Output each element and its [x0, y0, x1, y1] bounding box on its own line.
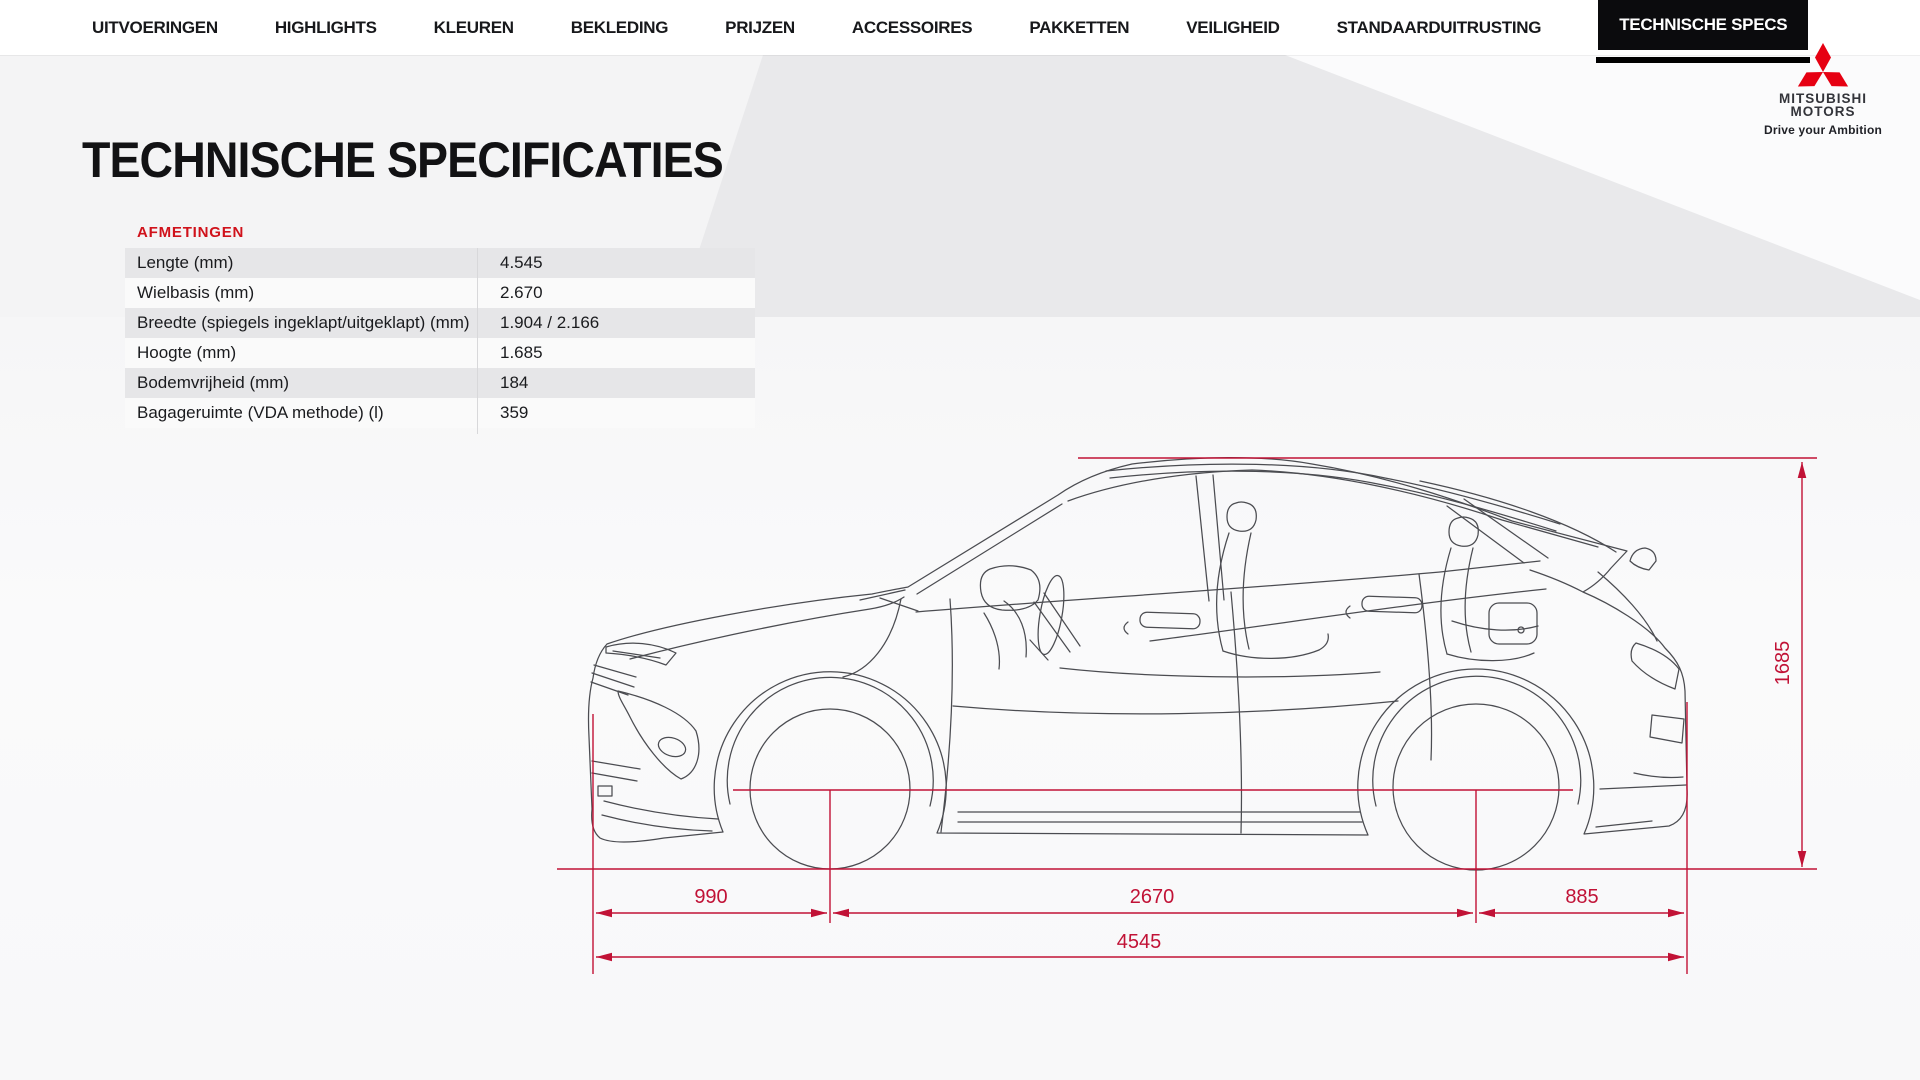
- row-value: 1.904 / 2.166: [500, 313, 600, 332]
- tab-kleuren[interactable]: KLEUREN: [433, 17, 514, 37]
- row-label: Breedte (spiegels ingeklapt/uitgeklapt) (mm): [137, 313, 470, 332]
- table-row: [125, 308, 755, 338]
- tab-uitvoeringen[interactable]: UITVOERINGEN: [92, 17, 218, 37]
- mitsubishi-logo: [1747, 42, 1899, 137]
- dim-front-overhang: 990: [694, 886, 728, 908]
- dimension-lines: [557, 458, 1817, 974]
- row-label: Wielbasis (mm): [137, 283, 255, 302]
- row-value: 1.685: [500, 343, 543, 362]
- dimension-arrowheads: [596, 462, 1806, 961]
- dimension-labels: [694, 641, 1794, 953]
- tab-technische-specs[interactable]: TECHNISCHE SPECS: [1598, 0, 1808, 50]
- tab-veiligheid[interactable]: VEILIGHEID: [1186, 17, 1280, 37]
- row-value: 4.545: [500, 253, 543, 272]
- top-navigation: [0, 0, 1920, 55]
- row-value: 359: [500, 403, 529, 422]
- tab-prijzen[interactable]: PRIJZEN: [725, 17, 795, 37]
- mitsubishi-diamonds-icon: [1795, 42, 1851, 90]
- dim-rear-overhang: 885: [1565, 886, 1599, 908]
- specs-heading: AFMETINGEN: [137, 224, 245, 241]
- tab-pakketten[interactable]: PAKKETTEN: [1029, 17, 1130, 37]
- dim-wheelbase: 2670: [1129, 886, 1175, 908]
- table-row: [125, 338, 755, 368]
- brand-name-line2: MOTORS: [1790, 104, 1856, 119]
- row-value: 184: [500, 373, 529, 392]
- row-label: Lengte (mm): [137, 253, 234, 272]
- brand-name-line1: MITSUBISHI: [1778, 91, 1867, 106]
- row-label: Bagageruimte (VDA methode) (l): [137, 403, 384, 422]
- tab-bekleding[interactable]: BEKLEDING: [570, 17, 669, 37]
- specs-table: [125, 248, 755, 428]
- tab-standaarduitrusting[interactable]: STANDAARDUITRUSTING: [1336, 17, 1542, 37]
- row-label: Bodemvrijheid (mm): [137, 373, 290, 392]
- table-row: [125, 398, 755, 428]
- table-column-divider: [477, 248, 478, 434]
- tab-accessoires[interactable]: ACCESSOIRES: [851, 17, 973, 37]
- car-wireframe: [589, 458, 1688, 870]
- table-row: [125, 278, 755, 308]
- table-row: [125, 248, 755, 278]
- page-title: TECHNISCHE SPECIFICATIES: [82, 131, 723, 188]
- tab-highlights[interactable]: HIGHLIGHTS: [274, 17, 377, 37]
- table-row: [125, 368, 755, 398]
- row-value: 2.670: [500, 283, 543, 302]
- specs-section: [125, 224, 755, 428]
- dim-overall-height: 1685: [1772, 640, 1794, 686]
- dim-overall-length: 4545: [1116, 931, 1162, 953]
- row-label: Hoogte (mm): [137, 343, 237, 362]
- brand-tagline: Drive your Ambition: [1763, 123, 1883, 137]
